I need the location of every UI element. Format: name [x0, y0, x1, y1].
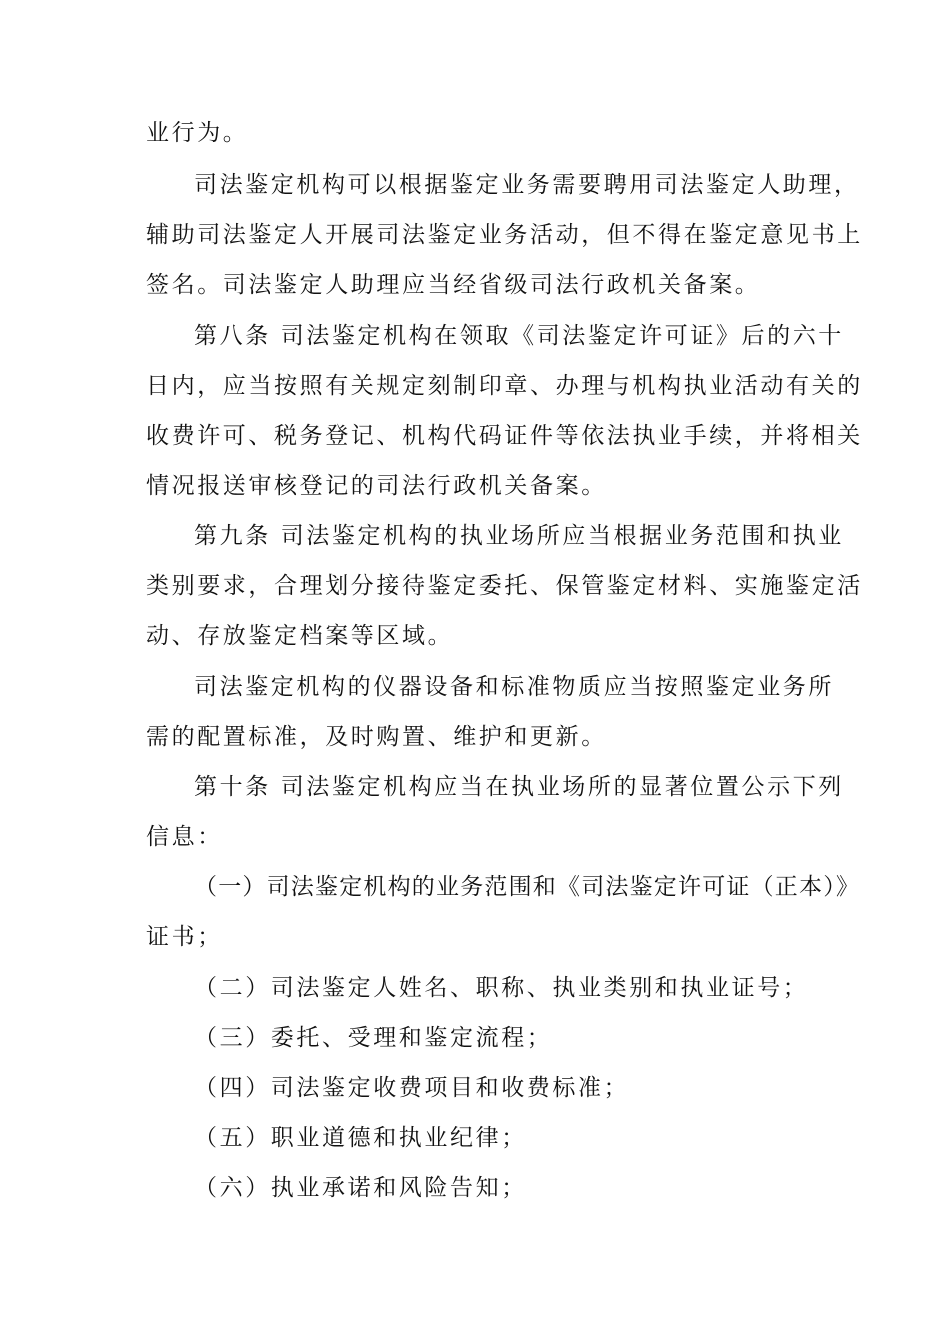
list-item-5: （五）职业道德和执业纪律；: [194, 1125, 527, 1151]
list-item-1: （一）司法鉴定机构的业务范围和《司法鉴定许可证（正本）》: [194, 874, 861, 900]
text-line: 动、存放鉴定档案等区域。: [146, 623, 454, 649]
text-line: 证书；: [146, 924, 223, 950]
list-item-6: （六）执业承诺和风险告知；: [194, 1175, 527, 1201]
list-item-3: （三）委托、受理和鉴定流程；: [194, 1025, 553, 1051]
text-line: 签名。司法鉴定人助理应当经省级司法行政机关备案。: [146, 272, 761, 298]
text-line: 业行为。: [146, 120, 249, 146]
text-line: 情况报送审核登记的司法行政机关备案。: [146, 473, 607, 499]
text-line: 司法鉴定机构可以根据鉴定业务需要聘用司法鉴定人助理，: [194, 172, 860, 198]
article-8-heading-line: 第八条 司法鉴定机构在领取《司法鉴定许可证》后的六十: [194, 323, 844, 349]
text-line: 辅助司法鉴定人开展司法鉴定业务活动，但不得在鉴定意见书上: [146, 222, 863, 248]
article-10-heading-line: 第十条 司法鉴定机构应当在执业场所的显著位置公示下列: [194, 774, 844, 800]
text-line: 信息：: [146, 824, 223, 850]
list-item-4: （四）司法鉴定收费项目和收费标准；: [194, 1075, 630, 1101]
text-line: 类别要求，合理划分接待鉴定委托、保管鉴定材料、实施鉴定活: [146, 573, 863, 599]
text-line: 司法鉴定机构的仪器设备和标准物质应当按照鉴定业务所: [194, 674, 834, 700]
text-line: 收费许可、税务登记、机构代码证件等依法执业手续，并将相关: [146, 423, 863, 449]
text-line: 需的配置标准，及时购置、维护和更新。: [146, 724, 607, 750]
text-line: 日内，应当按照有关规定刻制印章、办理与机构执业活动有关的: [146, 373, 863, 399]
list-item-2: （二）司法鉴定人姓名、职称、执业类别和执业证号；: [194, 975, 809, 1001]
article-9-heading-line: 第九条 司法鉴定机构的执业场所应当根据业务范围和执业: [194, 523, 844, 549]
